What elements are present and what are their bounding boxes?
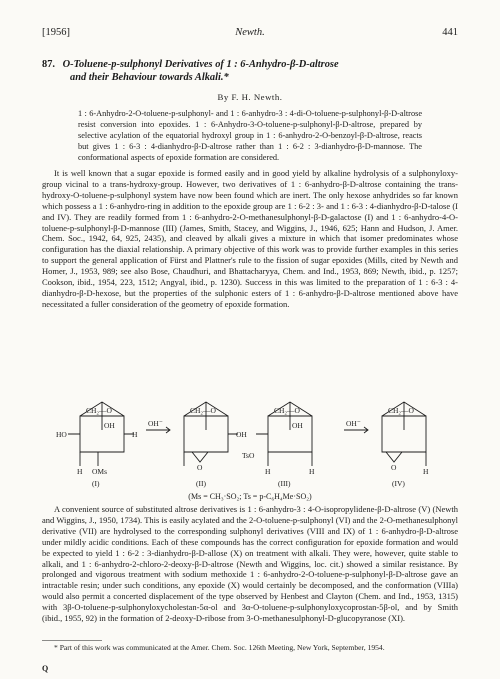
h-label: H <box>265 467 271 476</box>
running-author: Newth. <box>235 27 265 38</box>
compound-label-iv: (IV) <box>392 479 405 488</box>
ch2o-label: CH₂—O <box>190 406 216 415</box>
ch2o-label: CH₂—O <box>388 406 414 415</box>
oh-label: OH <box>292 421 303 430</box>
body-paragraph-2: A convenient source of substituted altrose derivatives is 1 : 6-anhydro-3 : 4-O-isopropylidene-β-D-altrose (V) (Newth and Wiggins, J., 1950, 1734). This is easily acylated and the 2-O-toluene-p-sulphonyl (VI) and the 2-O-methanesulphonyl derivative (VII) are hydrolysed to the corresponding sulphonyl derivatives (VIII and IX) of 1 : 6-anhydro-β-D-altrose under mildly acidic conditions. Each of these compounds has the correct configuration for epoxide formation and would be expected to yield 1 : 6-2 : 3-dianhydro-β-D-allose (X) on treatment with alkali. They were, however, quite stable to alkali, and 1 : 6-anhydro-2-chloro-2-deoxy-β-D-altrose (Newth and Wiggins, loc. cit.) showed a similar resistance. By prolonged and vigorous treatment with sodium methoxide 1 : 6-anhydro-2-O-toluene-p-sulphonyl-β-D-altrose gave an intractable resin; under such conditions, any epoxide (X) would certainly be decomposed, and the conformation (VIIIa) would also permit a concerted displacement of the type observed by Henbest and Clayton (Chem. and Ind., 1953, 1315) with 3β-O-toluene-p-sulphonyloxycholestan-5α-ol and 3α-O-toluene-p-sulphonyloxycoprostan-5β-ol, and by Smith (ibid., 1955, 92) in the formation of 2-deoxy-D-ribose from 3-O-methanesulphonyl-D-glucopyranose (XI). <box>42 504 458 624</box>
footnote-rule <box>42 640 458 641</box>
article-title <box>42 58 458 84</box>
title-line-2: and their Behaviour towards Alkali.* <box>70 72 229 83</box>
signature-mark: Q <box>42 664 49 673</box>
title-line-1: O-Toluene-p-sulphonyl Derivatives of 1 : 6-Anhydro-β-D-altrose <box>62 59 339 70</box>
scheme-svg <box>42 386 458 491</box>
ch2o-label: CH₂—O <box>86 406 112 415</box>
oh-label: OH <box>236 430 247 439</box>
epoxide-o-label: O <box>391 463 397 472</box>
article-number: 87. <box>42 59 55 70</box>
body-paragraph-1: It is well known that a sugar epoxide is formed easily and in good yield by alkaline hydrolysis of a sulphonyloxy-group vicinal to a trans-hydroxy-group. However, two derivatives of 1 : 6-anhydro-β-D-altrose containing the trans-hydroxy-O-toluene-p-sulphonyl system have now been found which are inert. The only hexose anhydrides so far known which possess a 1 : 6-anhydro-ring in addition to the epoxide group are 1 : 6-2 : 3- and 1 : 6-3 : 4-dianhydro-β-D-talose (I and IV). They are readily formed from 1 : 6-anhydro-2-O-methanesulphonyl-β-D-galactose (I) and 1 : 6-anhydro-4-O-toluene-p-sulphonyl-β-D-mannose (III) (James, Smith, Stacey, and Wiggins, J., 1946, 625; Hann and Hudson, J. Amer. Chem. Soc., 1942, 64, 925, 2435), and cleaved by alkali gives a mixture in which that isomer predominates whose configuration has the diaxial relationship. A primary objective of this work was to provide further examples in this series to support the general application of Fürst and Plattner's rule to the fission of sugar epoxides (Mills, cited by Newth and Homer, J., 1953, 989; see also Bose, Chaudhuri, and Bhattacharyya, Chem. and Ind., 1953, 869; Newth, ibid., p. 1257; Cookson, ibid., 1954, 223, 1512; Angyal, ibid., p. 1230). Success in this was limited to the preparation of 1 : 6-3 : 4-dianhydro-β-D-hexose, but the properties of the sulphonic esters of 1 : 6-anhydro-β-D-altrose mentioned above have necessitated a fuller consideration of the geometry of epoxide formation. <box>42 168 458 309</box>
h-label: H <box>309 467 315 476</box>
reaction-scheme <box>42 386 458 491</box>
epoxide-o-label: O <box>197 463 203 472</box>
tso-label: TsO <box>242 451 255 460</box>
abstract: 1 : 6-Anhydro-2-O-toluene-p-sulphonyl- and 1 : 6-anhydro-3 : 4-di-O-toluene-p-sulphonyl-β-D-altrose resist conversion into epoxides. 1 : 6-Anhydro-3-O-toluene-p-sulphonyl-β-D-altrose, prepared by selective acylation of the equatorial hydroxyl group in 1 : 6-anhydro-2-O-benzoyl-β-D-altrose, reacts but gives 1 : 6-3 : 4-dianhydro-β-D-altrose rather than 1 : 6-2 : 3-dianhydro-β-D-mannose. The conformational aspects of epoxide formation are considered. <box>78 109 422 162</box>
reagent-label: OH⁻ <box>148 419 163 428</box>
compound-label-i: (I) <box>92 479 100 488</box>
compound-label-ii: (II) <box>196 479 206 488</box>
ch2o-label: CH₂—O <box>274 406 300 415</box>
ho-label: HO <box>56 430 67 439</box>
footnote: * Part of this work was communicated at the Amer. Chem. Soc. 126th Meeting, New York, September, 1954. <box>54 643 385 652</box>
h-label: H <box>423 467 429 476</box>
running-head <box>42 27 458 41</box>
h-label: H <box>77 467 83 476</box>
compound-label-iii: (III) <box>278 479 291 488</box>
byline: By F. H. Newth. <box>217 92 283 102</box>
scheme-caption: (Ms = CH₃·SO₂; Ts = p-C₆H₄Me·SO₂) <box>188 492 312 501</box>
page-number: 441 <box>442 27 458 38</box>
year-label: [1956] <box>42 27 70 38</box>
oh-label: OH <box>104 421 115 430</box>
reagent-label: OH⁻ <box>346 419 361 428</box>
oms-label: OMs <box>92 467 108 476</box>
h-label: H <box>132 430 138 439</box>
